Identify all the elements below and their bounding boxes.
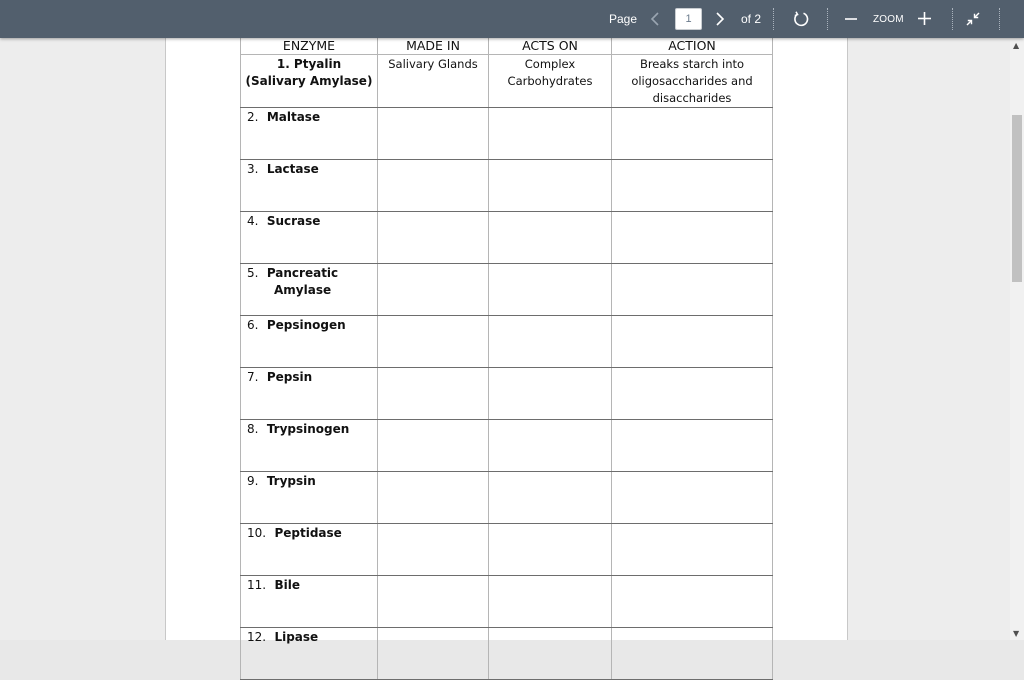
scroll-down-icon[interactable]: ▼ — [1013, 629, 1020, 638]
enzyme-name: 1. Ptyalin — [276, 57, 342, 71]
acts-on-cell — [489, 472, 612, 524]
action-cell — [612, 524, 773, 576]
enzyme-name: Trypsin — [266, 474, 316, 488]
action-cell — [612, 160, 773, 212]
enzyme-alt-name: (Salivary Amylase) — [245, 74, 373, 88]
acts-on-cell — [489, 524, 612, 576]
action-cell — [612, 472, 773, 524]
toolbar-divider — [773, 8, 774, 30]
made-in-cell — [378, 108, 489, 160]
action-cell — [612, 212, 773, 264]
toolbar-divider — [827, 8, 828, 30]
made-in-cell — [378, 368, 489, 420]
enzyme-name: Bile — [274, 578, 300, 592]
enzyme-cell — [241, 576, 378, 628]
row-number: 8. — [247, 422, 259, 436]
enzyme-cell — [241, 160, 378, 212]
row-number: 3. — [247, 162, 259, 176]
enzyme-table — [240, 38, 773, 680]
row-number: 9. — [247, 474, 259, 488]
header-action: ACTION — [612, 38, 773, 55]
table-row — [241, 368, 773, 420]
action-cell — [612, 576, 773, 628]
enzyme-name: Lactase — [266, 162, 319, 176]
action-cell — [612, 316, 773, 368]
zoom-in-icon[interactable] — [917, 11, 932, 26]
page-label: Page — [609, 12, 638, 26]
exit-fullscreen-icon[interactable] — [965, 11, 981, 27]
toolbar-divider — [999, 8, 1000, 30]
acts-on-value-line2: Carbohydrates — [507, 74, 593, 88]
made-in-cell — [378, 628, 489, 680]
enzyme-cell — [241, 264, 378, 316]
made-in-cell — [378, 420, 489, 472]
action-cell — [612, 55, 773, 108]
action-cell — [612, 420, 773, 472]
header-acts-on: ACTS ON — [489, 38, 612, 55]
scroll-up-icon[interactable]: ▲ — [1013, 41, 1020, 50]
enzyme-cell — [241, 212, 378, 264]
enzyme-cell — [241, 316, 378, 368]
enzyme-name: Peptidase — [274, 526, 342, 540]
acts-on-cell — [489, 264, 612, 316]
action-value-line3: disaccharides — [652, 91, 732, 105]
pdf-toolbar — [0, 0, 1024, 38]
table-row — [241, 212, 773, 264]
enzyme-name: Pepsinogen — [266, 318, 346, 332]
enzyme-name: Trypsinogen — [266, 422, 350, 436]
made-in-cell — [378, 264, 489, 316]
header-made-in: MADE IN — [378, 38, 489, 55]
table-row — [241, 316, 773, 368]
made-in-cell — [378, 160, 489, 212]
made-in-cell — [378, 472, 489, 524]
action-value-line2: oligosaccharides and — [631, 74, 753, 88]
enzyme-name: Maltase — [266, 110, 321, 124]
acts-on-cell — [489, 420, 612, 472]
acts-on-cell — [489, 368, 612, 420]
scrollbar-thumb[interactable] — [1012, 115, 1022, 282]
table-row — [241, 576, 773, 628]
row-number: 12. — [247, 630, 267, 644]
action-cell — [612, 108, 773, 160]
row-number: 5. — [247, 266, 259, 280]
enzyme-cell — [241, 524, 378, 576]
enzyme-name-continued: Amylase — [274, 283, 332, 297]
table-row — [241, 264, 773, 316]
acts-on-cell — [489, 55, 612, 108]
table-row — [241, 55, 773, 108]
made-in-cell — [378, 524, 489, 576]
enzyme-cell — [241, 420, 378, 472]
made-in-cell — [378, 316, 489, 368]
enzyme-cell — [241, 368, 378, 420]
made-in-cell — [378, 55, 489, 108]
action-value-line1: Breaks starch into — [639, 57, 745, 71]
acts-on-cell — [489, 212, 612, 264]
enzyme-cell — [241, 55, 378, 108]
row-number: 7. — [247, 370, 259, 384]
next-page-icon[interactable] — [714, 10, 726, 28]
row-number: 11. — [247, 578, 267, 592]
enzyme-cell — [241, 628, 378, 680]
row-number: 2. — [247, 110, 259, 124]
action-cell — [612, 628, 773, 680]
zoom-label: ZOOM — [873, 14, 904, 25]
table-row — [241, 628, 773, 680]
table-row — [241, 472, 773, 524]
acts-on-cell — [489, 108, 612, 160]
made-in-value: Salivary Glands — [388, 57, 478, 71]
previous-page-icon[interactable] — [649, 10, 661, 28]
acts-on-cell — [489, 576, 612, 628]
table-row — [241, 160, 773, 212]
row-number: 10. — [247, 526, 267, 540]
table-row — [241, 420, 773, 472]
row-number: 4. — [247, 214, 259, 228]
table-row — [241, 524, 773, 576]
toolbar-divider — [952, 8, 953, 30]
vertical-scrollbar[interactable] — [1010, 38, 1024, 640]
row-number: 6. — [247, 318, 259, 332]
made-in-cell — [378, 576, 489, 628]
enzyme-cell — [241, 108, 378, 160]
enzyme-name: Pancreatic — [266, 266, 339, 280]
acts-on-cell — [489, 160, 612, 212]
rotate-icon[interactable] — [792, 10, 810, 28]
acts-on-cell — [489, 316, 612, 368]
acts-on-value-line1: Complex — [524, 57, 576, 71]
enzyme-cell — [241, 472, 378, 524]
enzyme-name: Pepsin — [266, 370, 313, 384]
enzyme-name: Sucrase — [266, 214, 321, 228]
action-cell — [612, 368, 773, 420]
made-in-cell — [378, 212, 489, 264]
action-cell — [612, 264, 773, 316]
acts-on-cell — [489, 628, 612, 680]
zoom-out-icon[interactable] — [844, 12, 858, 26]
table-row — [241, 108, 773, 160]
page-total-label: of 2 — [741, 12, 762, 26]
enzyme-name: Lipase — [274, 630, 319, 644]
header-enzyme: ENZYME — [241, 38, 378, 55]
page-number-input[interactable] — [675, 8, 702, 30]
